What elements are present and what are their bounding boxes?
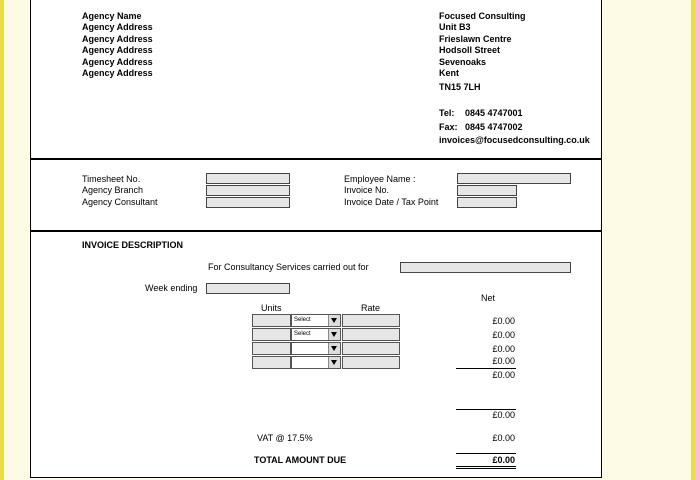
net-amount: £0.00	[492, 316, 515, 326]
invoice-date-field[interactable]	[457, 197, 517, 208]
invoice-heading: INVOICE DESCRIPTION	[82, 240, 184, 250]
services-label: For Consultancy Services carried out for	[208, 262, 369, 272]
company-fax-label: Fax:	[439, 122, 458, 132]
chevron-down-icon	[328, 343, 340, 354]
net-amount: £0.00	[492, 330, 515, 340]
timesheet-label: Timesheet No.	[82, 174, 141, 184]
units-cell[interactable]	[252, 356, 291, 369]
units-cell[interactable]	[252, 328, 291, 341]
chevron-down-icon	[328, 329, 340, 340]
timesheet-field[interactable]	[206, 173, 290, 184]
vat-label: VAT @ 17.5%	[257, 433, 313, 443]
employee-label: Employee Name :	[344, 174, 416, 184]
select-value: Select	[294, 317, 311, 323]
employee-field[interactable]	[457, 173, 571, 184]
select-value: Select	[294, 331, 311, 337]
invoice-sheet	[30, 0, 602, 478]
invoice-no-label: Invoice No.	[344, 185, 390, 195]
rate-cell[interactable]	[342, 342, 400, 355]
branch-label: Agency Branch	[82, 185, 144, 195]
units-cell[interactable]	[252, 314, 291, 327]
company-address-line: Frieslawn Centre	[439, 34, 512, 44]
invoice-no-field[interactable]	[457, 185, 517, 196]
net-subtotal: £0.00	[492, 370, 515, 380]
agency-address-line: Agency Address	[82, 22, 153, 32]
consultant-field[interactable]	[206, 197, 290, 208]
company-tel-label: Tel:	[439, 108, 455, 118]
unit-type-select[interactable]	[291, 356, 341, 369]
branch-field[interactable]	[206, 185, 290, 196]
section-divider	[31, 230, 601, 232]
net-total: £0.00	[492, 410, 515, 420]
rate-cell[interactable]	[342, 356, 400, 369]
company-address-line: Unit B3	[439, 22, 471, 32]
rate-header: Rate	[361, 303, 381, 313]
chevron-down-icon	[328, 315, 340, 326]
unit-type-select[interactable]	[291, 342, 341, 355]
company-address-line: Kent	[439, 68, 459, 78]
unit-type-select[interactable]	[291, 314, 341, 327]
net-header: Net	[481, 293, 496, 303]
subtotal-rule	[456, 368, 516, 369]
agency-address-line: Agency Address	[82, 45, 153, 55]
agency-name: Agency Name	[82, 11, 142, 21]
week-ending-field[interactable]	[206, 283, 290, 294]
rate-cell[interactable]	[342, 328, 400, 341]
total-label: TOTAL AMOUNT DUE	[254, 455, 347, 465]
company-address-line: Sevenoaks	[439, 57, 487, 67]
units-cell[interactable]	[252, 342, 291, 355]
company-tel: 0845 4747001	[465, 108, 523, 118]
agency-address-line: Agency Address	[82, 68, 153, 78]
right-border	[691, 0, 695, 480]
total-double-rule	[456, 466, 516, 467]
total-amount: £0.00	[492, 455, 515, 465]
agency-address-line: Agency Address	[82, 57, 153, 67]
unit-type-select[interactable]	[291, 328, 341, 341]
vat-amount: £0.00	[492, 433, 515, 443]
total-rule	[456, 453, 516, 454]
rate-cell[interactable]	[342, 314, 400, 327]
week-ending-label: Week ending	[145, 283, 198, 293]
net-amount: £0.00	[492, 356, 515, 366]
company-name: Focused Consulting	[439, 11, 526, 21]
total-double-rule	[456, 468, 516, 469]
units-header: Units	[261, 303, 282, 313]
company-email: invoices@focusedconsulting.co.uk	[439, 135, 590, 145]
left-border	[0, 0, 4, 480]
company-address-line: Hodsoll Street	[439, 45, 501, 55]
consultant-label: Agency Consultant	[82, 197, 158, 207]
services-field[interactable]	[400, 262, 571, 273]
agency-address-line: Agency Address	[82, 34, 153, 44]
chevron-down-icon	[328, 357, 340, 368]
section-divider	[31, 158, 601, 160]
invoice-date-label: Invoice Date / Tax Point	[344, 197, 439, 207]
company-fax: 0845 4747002	[465, 122, 523, 132]
company-postcode: TN15 7LH	[439, 82, 481, 92]
net-amount: £0.00	[492, 344, 515, 354]
